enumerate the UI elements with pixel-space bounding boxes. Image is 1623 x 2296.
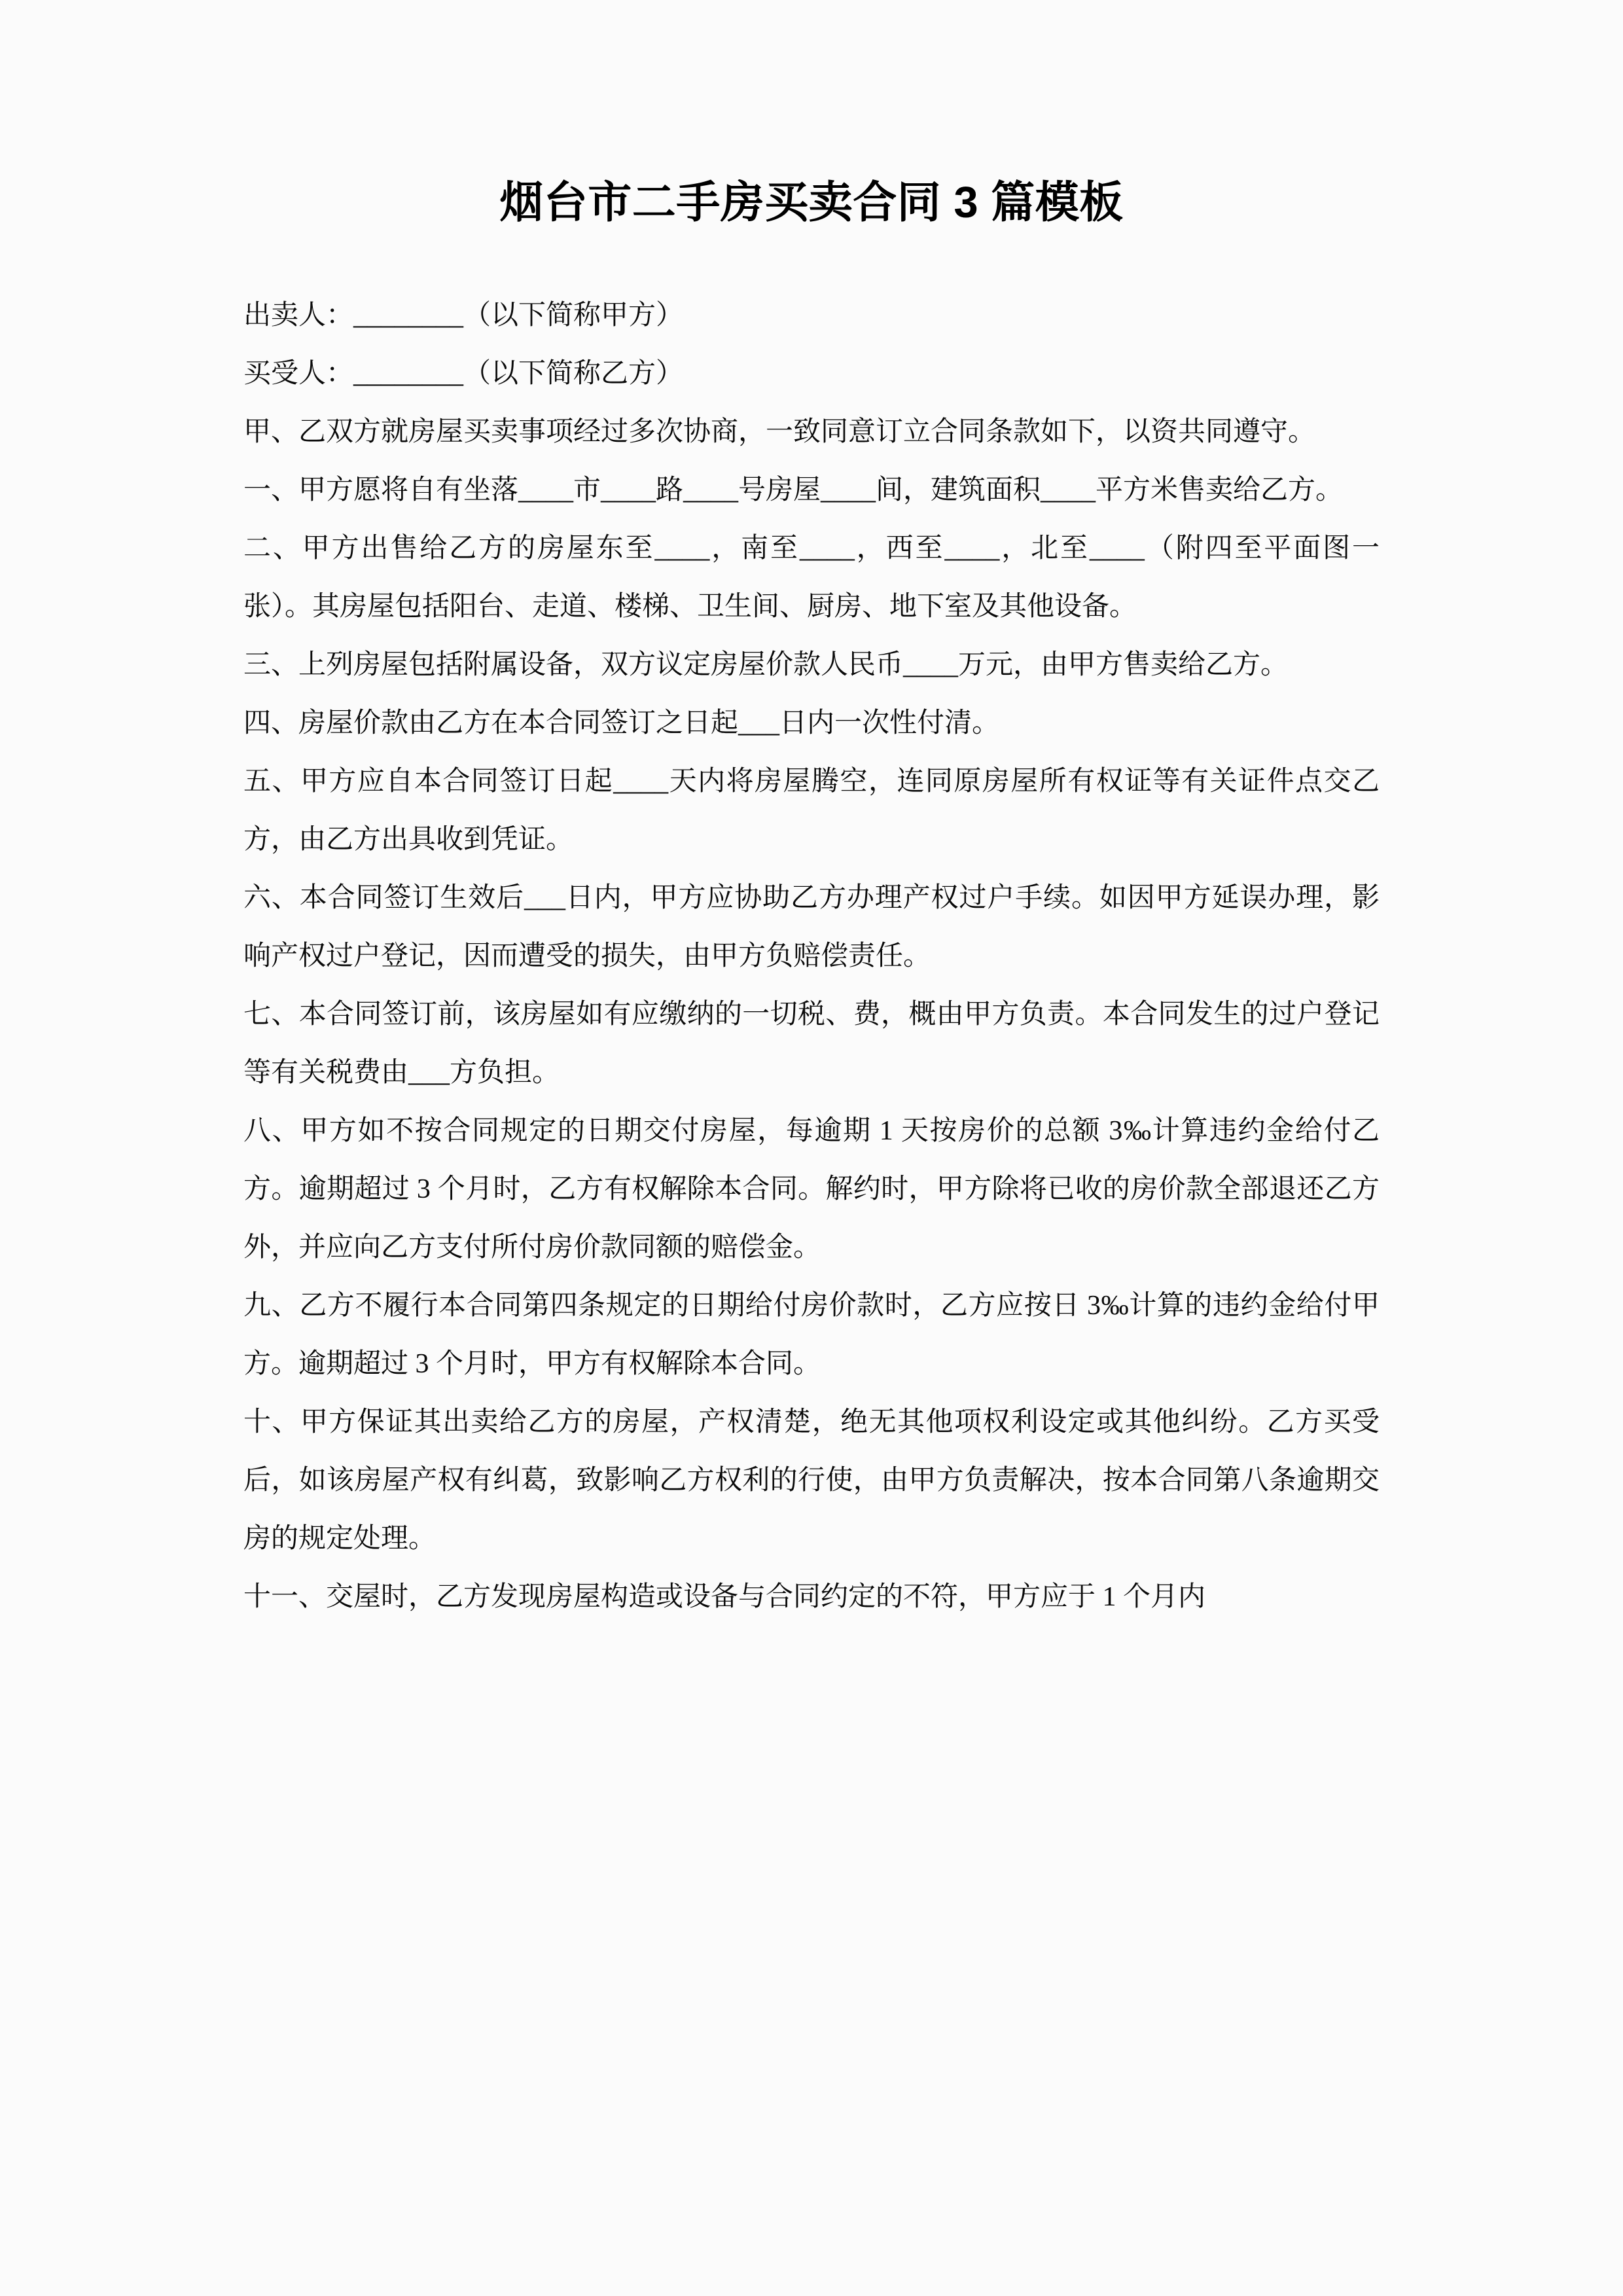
contract-body bbox=[243, 287, 1380, 1626]
page-title: 烟台市二手房买卖合同 3 篇模板 bbox=[499, 178, 1124, 227]
clause-one: 一、甲方愿将自有坐落____市____路____号房屋____间，建筑面积____平方米售卖给乙方。 bbox=[243, 475, 1344, 505]
clause-eight: 八、甲方如不按合同规定的日期交付房屋，每逾期 1 天按房价的总额 3‰计算违约金给付乙方。逾期超过 3 个月时，乙方有权解除本合同。解约时，甲方除将已收的房价款全部退还乙方外，并应向乙方支付所付房价款同额的赔偿金。 bbox=[243, 1115, 1380, 1263]
clause-nine: 九、乙方不履行本合同第四条规定的日期给付房价款时，乙方应按日 3‰计算的违约金给付甲方。逾期超过 3 个月时，甲方有权解除本合同。 bbox=[243, 1290, 1380, 1379]
clause-four: 四、房屋价款由乙方在本合同签订之日起___日内一次性付清。 bbox=[243, 708, 1000, 738]
clause-seven: 七、本合同签订前，该房屋如有应缴纳的一切税、费，概由甲方负责。本合同发生的过户登记等有关税费由___方负担。 bbox=[243, 999, 1380, 1088]
clause-five: 五、甲方应自本合同签订日起____天内将房屋腾空，连同原房屋所有权证等有关证件点交乙方，由乙方出具收到凭证。 bbox=[243, 766, 1380, 855]
clause-three: 三、上列房屋包括附属设备，双方议定房屋价款人民币____万元，由甲方售卖给乙方。 bbox=[243, 649, 1289, 680]
clause-eleven: 十一、交屋时，乙方发现房屋构造或设备与合同约定的不符，甲方应于 1 个月内 bbox=[243, 1581, 1206, 1612]
clause-two: 二、甲方出售给乙方的房屋东至____，南至____，西至____，北至____（附四至平面图一张）。其房屋包括阳台、走道、楼梯、卫生间、厨房、地下室及其他设备。 bbox=[243, 533, 1380, 622]
clause-ten: 十、甲方保证其出卖给乙方的房屋，产权清楚，绝无其他项权利设定或其他纠纷。乙方买受后，如该房屋产权有纠葛，致影响乙方权利的行使，由甲方负责解决，按本合同第八条逾期交房的规定处理。 bbox=[243, 1407, 1380, 1554]
document-content-column bbox=[243, 0, 1380, 1626]
clause-six: 六、本合同签订生效后___日内，甲方应协助乙方办理产权过户手续。如因甲方延误办理，影响产权过户登记，因而遭受的损失，由甲方负赔偿责任。 bbox=[243, 882, 1380, 971]
preamble-paragraph: 甲、乙双方就房屋买卖事项经过多次协商，一致同意订立合同条款如下，以资共同遵守。 bbox=[243, 416, 1316, 447]
seller-party-line: 出卖人：________（以下简称甲方） bbox=[243, 300, 684, 331]
buyer-party-line: 买受人：________（以下简称乙方） bbox=[243, 358, 684, 389]
